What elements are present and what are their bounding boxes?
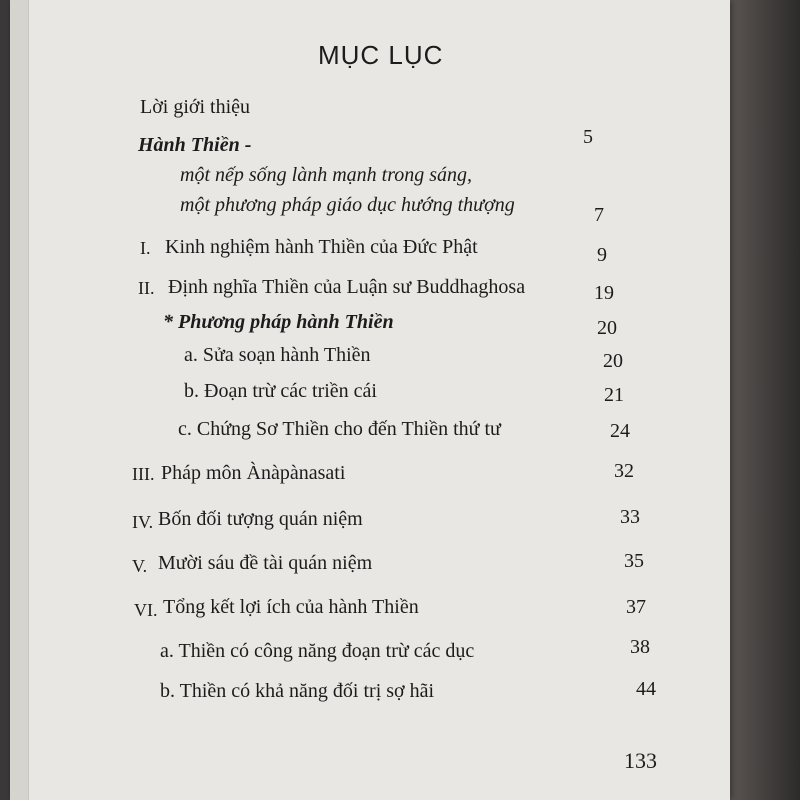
toc-numeral: IV.: [132, 512, 154, 532]
toc-subentry: c. Chứng Sơ Thiền cho đến Thiền thứ tư: [178, 418, 501, 440]
toc-entry: Tổng kết lợi ích của hành Thiền: [163, 596, 419, 618]
toc-page-number: 38: [630, 636, 650, 658]
toc-intro: Lời giới thiệu: [140, 96, 251, 118]
toc-subentry: b. Đoạn trừ các triền cái: [184, 380, 377, 402]
toc-page-number: 20: [597, 317, 617, 339]
toc-numeral: V.: [132, 556, 148, 576]
page-gutter: [10, 0, 29, 800]
toc-page-number: 24: [610, 420, 630, 442]
toc-entry: Kinh nghiệm hành Thiền của Đức Phật: [165, 236, 478, 258]
toc-subtitle: một nếp sống lành mạnh trong sáng,: [180, 164, 473, 186]
page-title: MỤC LỤC: [318, 40, 444, 70]
toc-subentry: a. Sửa soạn hành Thiền: [184, 344, 371, 366]
toc-entry: Định nghĩa Thiền của Luận sư Buddhaghosa: [168, 276, 526, 298]
toc-page-number: 32: [614, 460, 634, 482]
toc-page-number: 33: [620, 506, 640, 528]
toc-page-number: 35: [624, 550, 644, 572]
toc-page-number: 20: [603, 350, 623, 372]
toc-subentry: a. Thiền có công năng đoạn trừ các dục: [160, 640, 475, 662]
toc-page-number: 44: [636, 678, 656, 700]
toc-page-number: 9: [597, 244, 607, 266]
toc-subsection: * Phương pháp hành Thiền: [163, 311, 394, 333]
toc-entry: Bốn đối tượng quán niệm: [158, 508, 363, 530]
toc-hanh-thien: Hành Thiền -: [138, 134, 252, 156]
toc-numeral: III.: [132, 464, 155, 484]
toc-numeral: VI.: [134, 600, 158, 620]
toc-page-number: 37: [626, 596, 646, 618]
toc-entry: Mười sáu đề tài quán niệm: [158, 552, 373, 574]
toc-subtitle: một phương pháp giáo dục hướng thượng: [180, 194, 515, 216]
toc-numeral: II.: [138, 278, 155, 298]
toc-page-number: 7: [594, 204, 604, 226]
toc-page-number: 5: [583, 126, 593, 148]
adjacent-page-edge: [730, 0, 800, 800]
toc-subentry: b. Thiền có khả năng đối trị sợ hãi: [160, 680, 435, 702]
toc-page-number: 19: [594, 282, 614, 304]
toc-page-number: 21: [604, 384, 624, 406]
toc-numeral: I.: [140, 238, 151, 258]
toc-entry: Pháp môn Ànàpànasati: [161, 462, 346, 484]
page-number: 133: [624, 748, 657, 773]
